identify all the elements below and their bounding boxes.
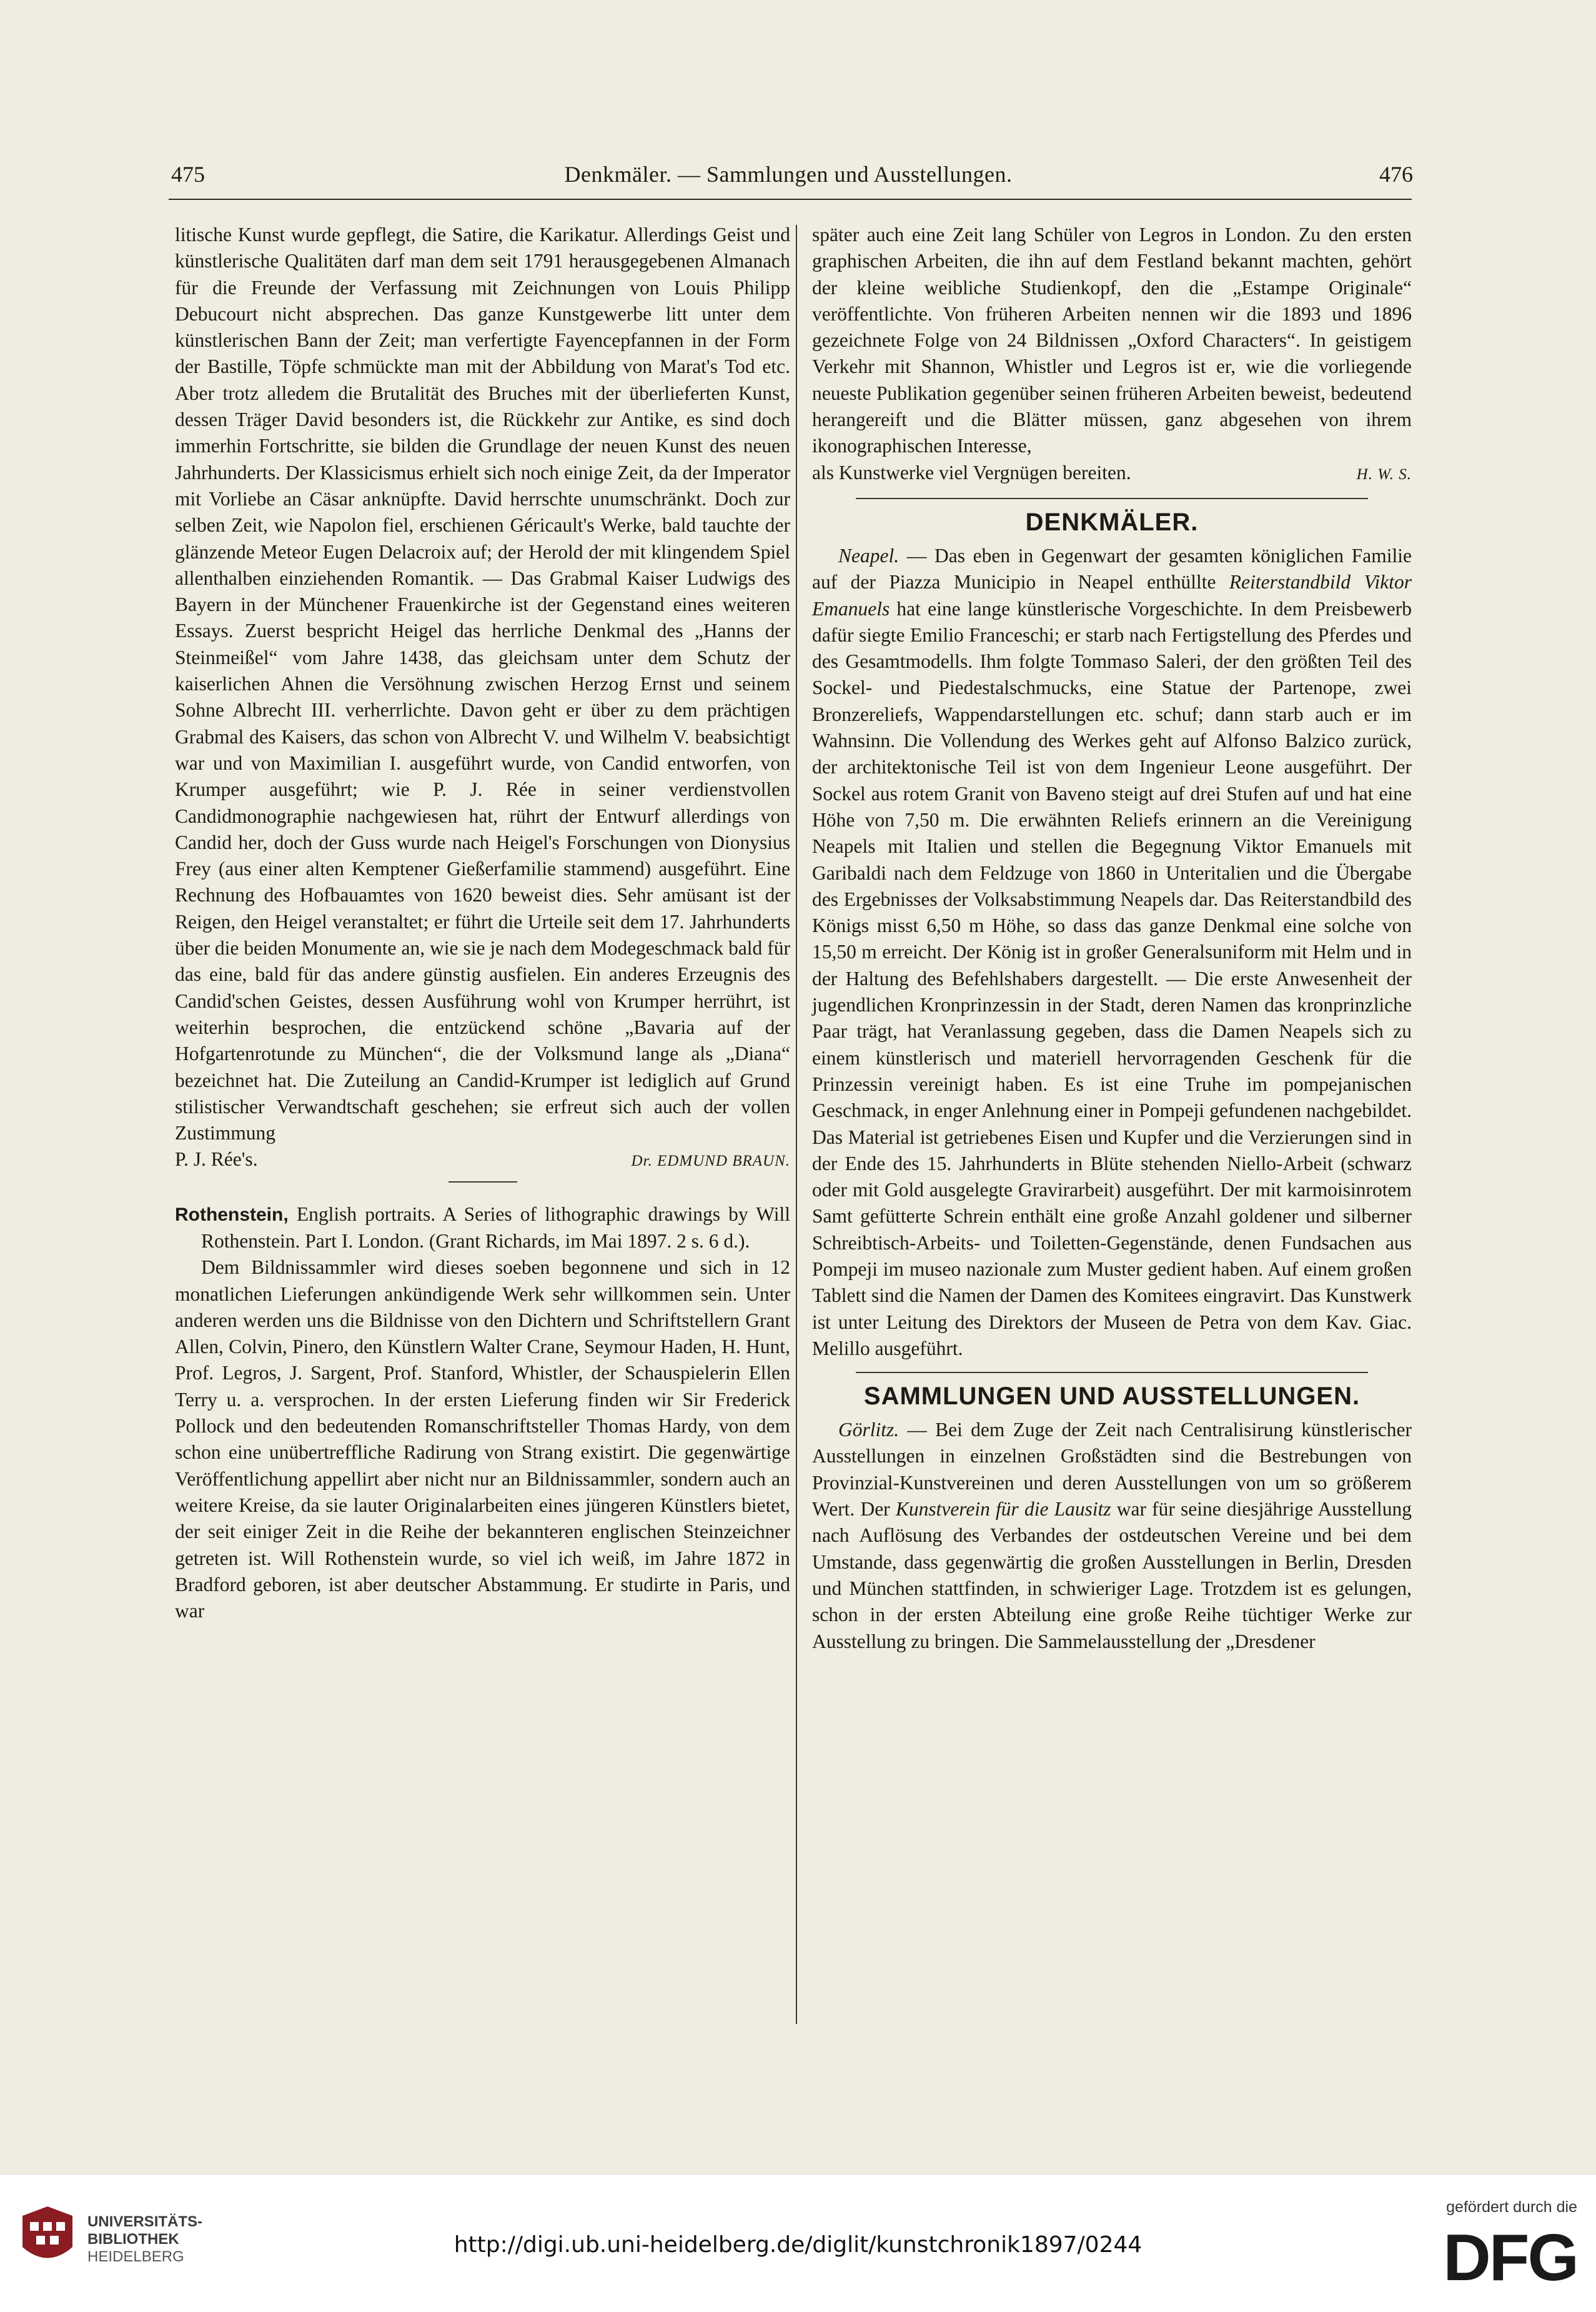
text-run: — Bei dem Zuge der Zeit nach Centralisirung künstlerischer Ausstellungen in einzelnen Großstädten sind die Bestrebungen von Provinzial-Kunstvereinen und deren Ausstellungen von um so größerem Wert. Der: [812, 1419, 1412, 1521]
text-run: — Das eben in Gegenwart der gesamten königlichen Familie auf der Piazza Municipio in Neapel enthüllte: [812, 544, 1412, 593]
paragraph-continued: später auch eine Zeit lang Schüler von Legros in London. Zu den ersten graphischen Arbeiten, die ihn auf dem Festland bekannt machten, gehört der kleine weibliche Studienkopf, den die „Estampe Originale“ veröffentlichte. Von früheren Arbeiten nennen wir die 1893 und 1896 gezeichnete Folge von 24 Bildnissen „Oxford Characters“. In geistigem Verkehr mit Shannon, Whistler und Legros ist er, wie die vorliegende neueste Publikation gegenüber seinen früheren Arbeiten beweist, bedeutend herangereift und die Blätter müssen, ganz abgesehen von ihrem ikonographischen Interesse,: [812, 224, 1412, 457]
running-title: Denkmäler. — Sammlungen und Ausstellungen.: [564, 162, 1013, 187]
funding-caption: gefördert durch die: [1446, 2198, 1577, 2216]
author-signature: Dr. EDMUND BRAUN.: [631, 1153, 790, 1170]
author-signature: H. W. S.: [1356, 465, 1412, 483]
paragraph-last-line: als Kunstwerke viel Vergnügen bereiten.: [812, 461, 1131, 484]
paragraph-last-line: P. J. Rée's.: [175, 1148, 258, 1171]
dfg-logo: DFG: [1443, 2221, 1577, 2295]
place-name: Görlitz.: [838, 1419, 900, 1441]
page-number-right: 476: [1379, 162, 1413, 187]
section-rule: [856, 1372, 1368, 1373]
monument-name: Reiterstandbild Viktor Emanuels: [812, 571, 1412, 620]
signature-line: [175, 1146, 790, 1174]
book-title: English portraits. A Series of lithographic drawings by Will Rothenstein. Part I. London. (Grant Richards, im Mai 1897. 2 s. 6 d.).: [201, 1203, 790, 1252]
signature-line: [812, 460, 1412, 488]
goerlitz-paragraph: [812, 1417, 1412, 1655]
right-column: [812, 222, 1412, 1655]
book-entry: [175, 1201, 790, 1255]
column-separator: [796, 225, 797, 2024]
section-heading-denkmaeler: DENKMÄLER.: [1025, 508, 1199, 536]
article-separator: [449, 1181, 517, 1183]
review-paragraph: Dem Bildnissammler wird dieses soeben begonnene und sich in 12 monatlichen Lieferungen ankündigende Werk sehr willkommen sein. Unter anderen werden uns die Bildnisse von den Dichtern und Schriftstellern Grant Allen, Colvin, Pinero, den Künstlern Walter Crane, Seymour Haden, H. Hunt, Prof. Legros, J. Sargent, Prof. Stanford, Whistler, der Schauspielerin Ellen Terry u. a. versprochen. In der ersten Lieferung finden wir Sir Frederick Pollock und den bedeutenden Romanschriftsteller Thomas Hardy, von dem schon eine unübertreffliche Radirung von Strang existirt. Die gegenwärtige Veröffentlichung appellirt aber nicht nur an Bildnissammler, sondern auch an weitere Kreise, da sie lauter Originalarbeiten eines jüngeren Künstlers bietet, der seit einiger Zeit in die Reihe der bekannteren englischen Steinzeichner getreten ist. Will Rothenstein wurde, so viel ich weiß, im Jahre 1872 in Bradford geboren, ist aber deutscher Abstammung. Er studirte in Paris, und war: [175, 1256, 790, 1622]
left-column: [175, 222, 790, 1624]
section-rule: [856, 498, 1368, 499]
society-name: Kunstverein für die Lausitz: [895, 1498, 1111, 1521]
place-name: Neapel.: [838, 544, 900, 567]
text-run: hat eine lange künstlerische Vorgeschichte. In dem Preisbewerb dafür siegte Emilio Franceschi; er starb nach Fertigstellung des Pferdes und des Gesamtmodells. Ihm folgte Tommaso Saleri, der den größten Teil des Sockel- und Piedestalschmucks, eine Statue der Partenope, zwei Bronzereliefs, Wappendarstellungen etc. schuf; dann starb auch er im Wahnsinn. Die Vollendung des Werkes geht auf Alfonso Balzico zurück, der architektonische Teil ist von dem Ingenieur Leone ausgeführt. Der Sockel aus rotem Granit von Baveno steigt auf drei Stufen auf und hat eine Höhe von 7,50 m. Die erwähnten Reliefs erinnern an die Vereinigung Neapels mit Italien und stellen die Begegnung Viktor Emanuels mit Garibaldi nach dem Feldzuge von 1860 in Unteritalien und die Übergabe des Ergebnisses der Volksabstimmung Neapels dar. Das Reiterstandbild des Königs misst 6,50 m Höhe, so dass das ganze Denkmal eine solche von 15,50 m erreicht. Der König ist in großer Generalsuniform mit Helm und in der Haltung des Befehlshabers dargestellt. — Die erste Anwesenheit der jugendlichen Kronprinzessin in der Stadt, deren Namen das kronprinzliche Paar trägt, hat Veranlassung gegeben, dass die Damen Neapels sich zu einem künstlerisch und materiell hervorragenden Geschenk für die Prinzessin vereinigt haben. Es ist eine Truhe im pompejanischen Geschmack, in enger Anlehnung einer in Pompeji gefundenen nachgebildet. Das Material ist getriebenes Eisen und Kupfer und die Verzierungen sind in der Ende des 15. Jahrhunderts in Blüte stehenden Niello-Arbeit (schwarz oder mit Gold ausgelegte Gravirarbeit) ausgeführt. Der mit karmoisinrotem Samt gefütterte Schrein enthält eine große Anzahl goldener und silberner Schreibtisch-Arbeits- und Toiletten-Gegenstände, denen Fundsachen aus Pompeji im museo nazionale zum Muster gedient haben. Auf einem großen Tablett sind die Namen der Damen des Komitees eingravirt. Das Kunstwerk ist unter Leitung des Direktors der Museen de Petra von dem Kav. Giac. Melillo ausgeführt.: [812, 597, 1412, 1359]
permalink-url[interactable]: http://digi.ub.uni-heidelberg.de/diglit/kunstchronik1897/0244: [454, 2232, 1142, 2258]
library-line: HEIDELBERG: [87, 2248, 184, 2265]
section-heading-sammlungen: SAMMLUNGEN UND AUSSTELLUNGEN.: [863, 1382, 1361, 1411]
text-run: war für seine diesjährige Ausstellung nach Auflösung des Verbandes der ostdeutschen Vereine und bei dem Umstande, dass gegenwärtig die großen Ausstellungen in Berlin, Dresden und München stattfinden, in schwieriger Lage. Trotzdem ist es gelungen, schon in der ersten Abteilung eine große Reihe tüchtiger Werke zur Ausstellung zu bringen. Die Sammelausstellung der „Dresdener: [812, 1498, 1412, 1652]
neapel-paragraph: [812, 543, 1412, 1362]
paragraph-continued: litische Kunst wurde gepflegt, die Satire, die Karikatur. Allerdings Geist und künstlerische Qualitäten darf man dem seit 1791 herausgegebenen Almanach für die Freunde der Verfassung mit Zeichnungen von Louis Philipp Debucourt nicht absprechen. Das ganze Kunstgewerbe litt unter dem künstlerischen Bann der Zeit; man verfertigte Fayencepfannen in der Form der Bastille, Töpfe schmückte man mit der Abbildung von Marat's Tod etc. Aber trotz alledem die Brutalität des Bruches mit der überlieferten Kunst, dessen Träger David besonders ist, die Rückkehr zur Antike, es sind doch immerhin Fortschritte, sie bilden die Grundlage der neuen Kunst des neuen Jahrhunderts. Der Klassicismus erhielt sich noch einige Zeit, da der Imperator mit Vorliebe an Cäsar anknüpfte. David herrschte unumschränkt. Doch zur selben Zeit, wie Napolon fiel, erschienen Géricault's Werke, bald tauchte der glänzende Meteor Eugen Delacroix auf; der Herold der mit klingendem Spiel allenthalben einziehenden Romantik. — Das Grabmal Kaiser Ludwigs des Bayern in der Münchener Frauenkirche ist der Gegenstand eines weiteren Essays. Zuerst bespricht Heigel das herrliche Denkmal des „Hanns der Steinmeißel“ vom Jahre 1438, das gleichsam unter dem Schutz der kaiserlichen Ahnen die Versöhnung zwischen Herzog Ernst und seinem Sohne Albrecht III. verherrlichte. Davon geht er über zu dem prächtigen Grabmal des Kaisers, das schon von Albrecht V. und Wilhelm V. beabsichtigt war und von Maximilian I. ausgeführt wurde, von Candid entworfen, von Krumper ausgeführt; wie P. J. Rée in seiner verdienstvollen Candidmonographie nachgewiesen hat, rührt der Entwurf allerdings von Candid her, doch der Guss wurde nach Heigel's Forschungen von Dionysius Frey (aus einer alten Kemptener Gießerfamilie stammend) ausgeführt. Eine Rechnung des Hofbauamtes von 1620 beweist dies. Sehr amüsant ist der Reigen, den Heigel veranstaltet; er führt die Urteile seit dem 17. Jahrhunderts über die beiden Monumente an, wie sie je nach dem Modegeschmack bald für das eine, bald für das andere günstig ausfielen. Ein anderes Erzeugnis des Candid'schen Geistes, dessen Ausführung wohl von Krumper herrührt, ist weiterhin besprochen, die entzückend schöne „Bavaria auf der Hofgartenrotunde zu München“, die der Volksmund lange als „Diana“ bezeichnet hat. Die Zuteilung an Candid-Krumper ist lediglich auf Grund stilistischer Verwandtschaft geschehen; sie erfreut sich auch der vollen Zustimmung: [175, 224, 790, 1144]
header-rule: [169, 199, 1412, 200]
library-line: BIBLIOTHEK: [87, 2231, 179, 2248]
running-header: [164, 161, 1413, 192]
viewer-footer: [0, 2174, 1596, 2312]
library-line: UNIVERSITÄTS-: [87, 2213, 203, 2230]
page-number-left: 475: [171, 162, 205, 187]
book-author: Rothenstein,: [175, 1204, 289, 1225]
